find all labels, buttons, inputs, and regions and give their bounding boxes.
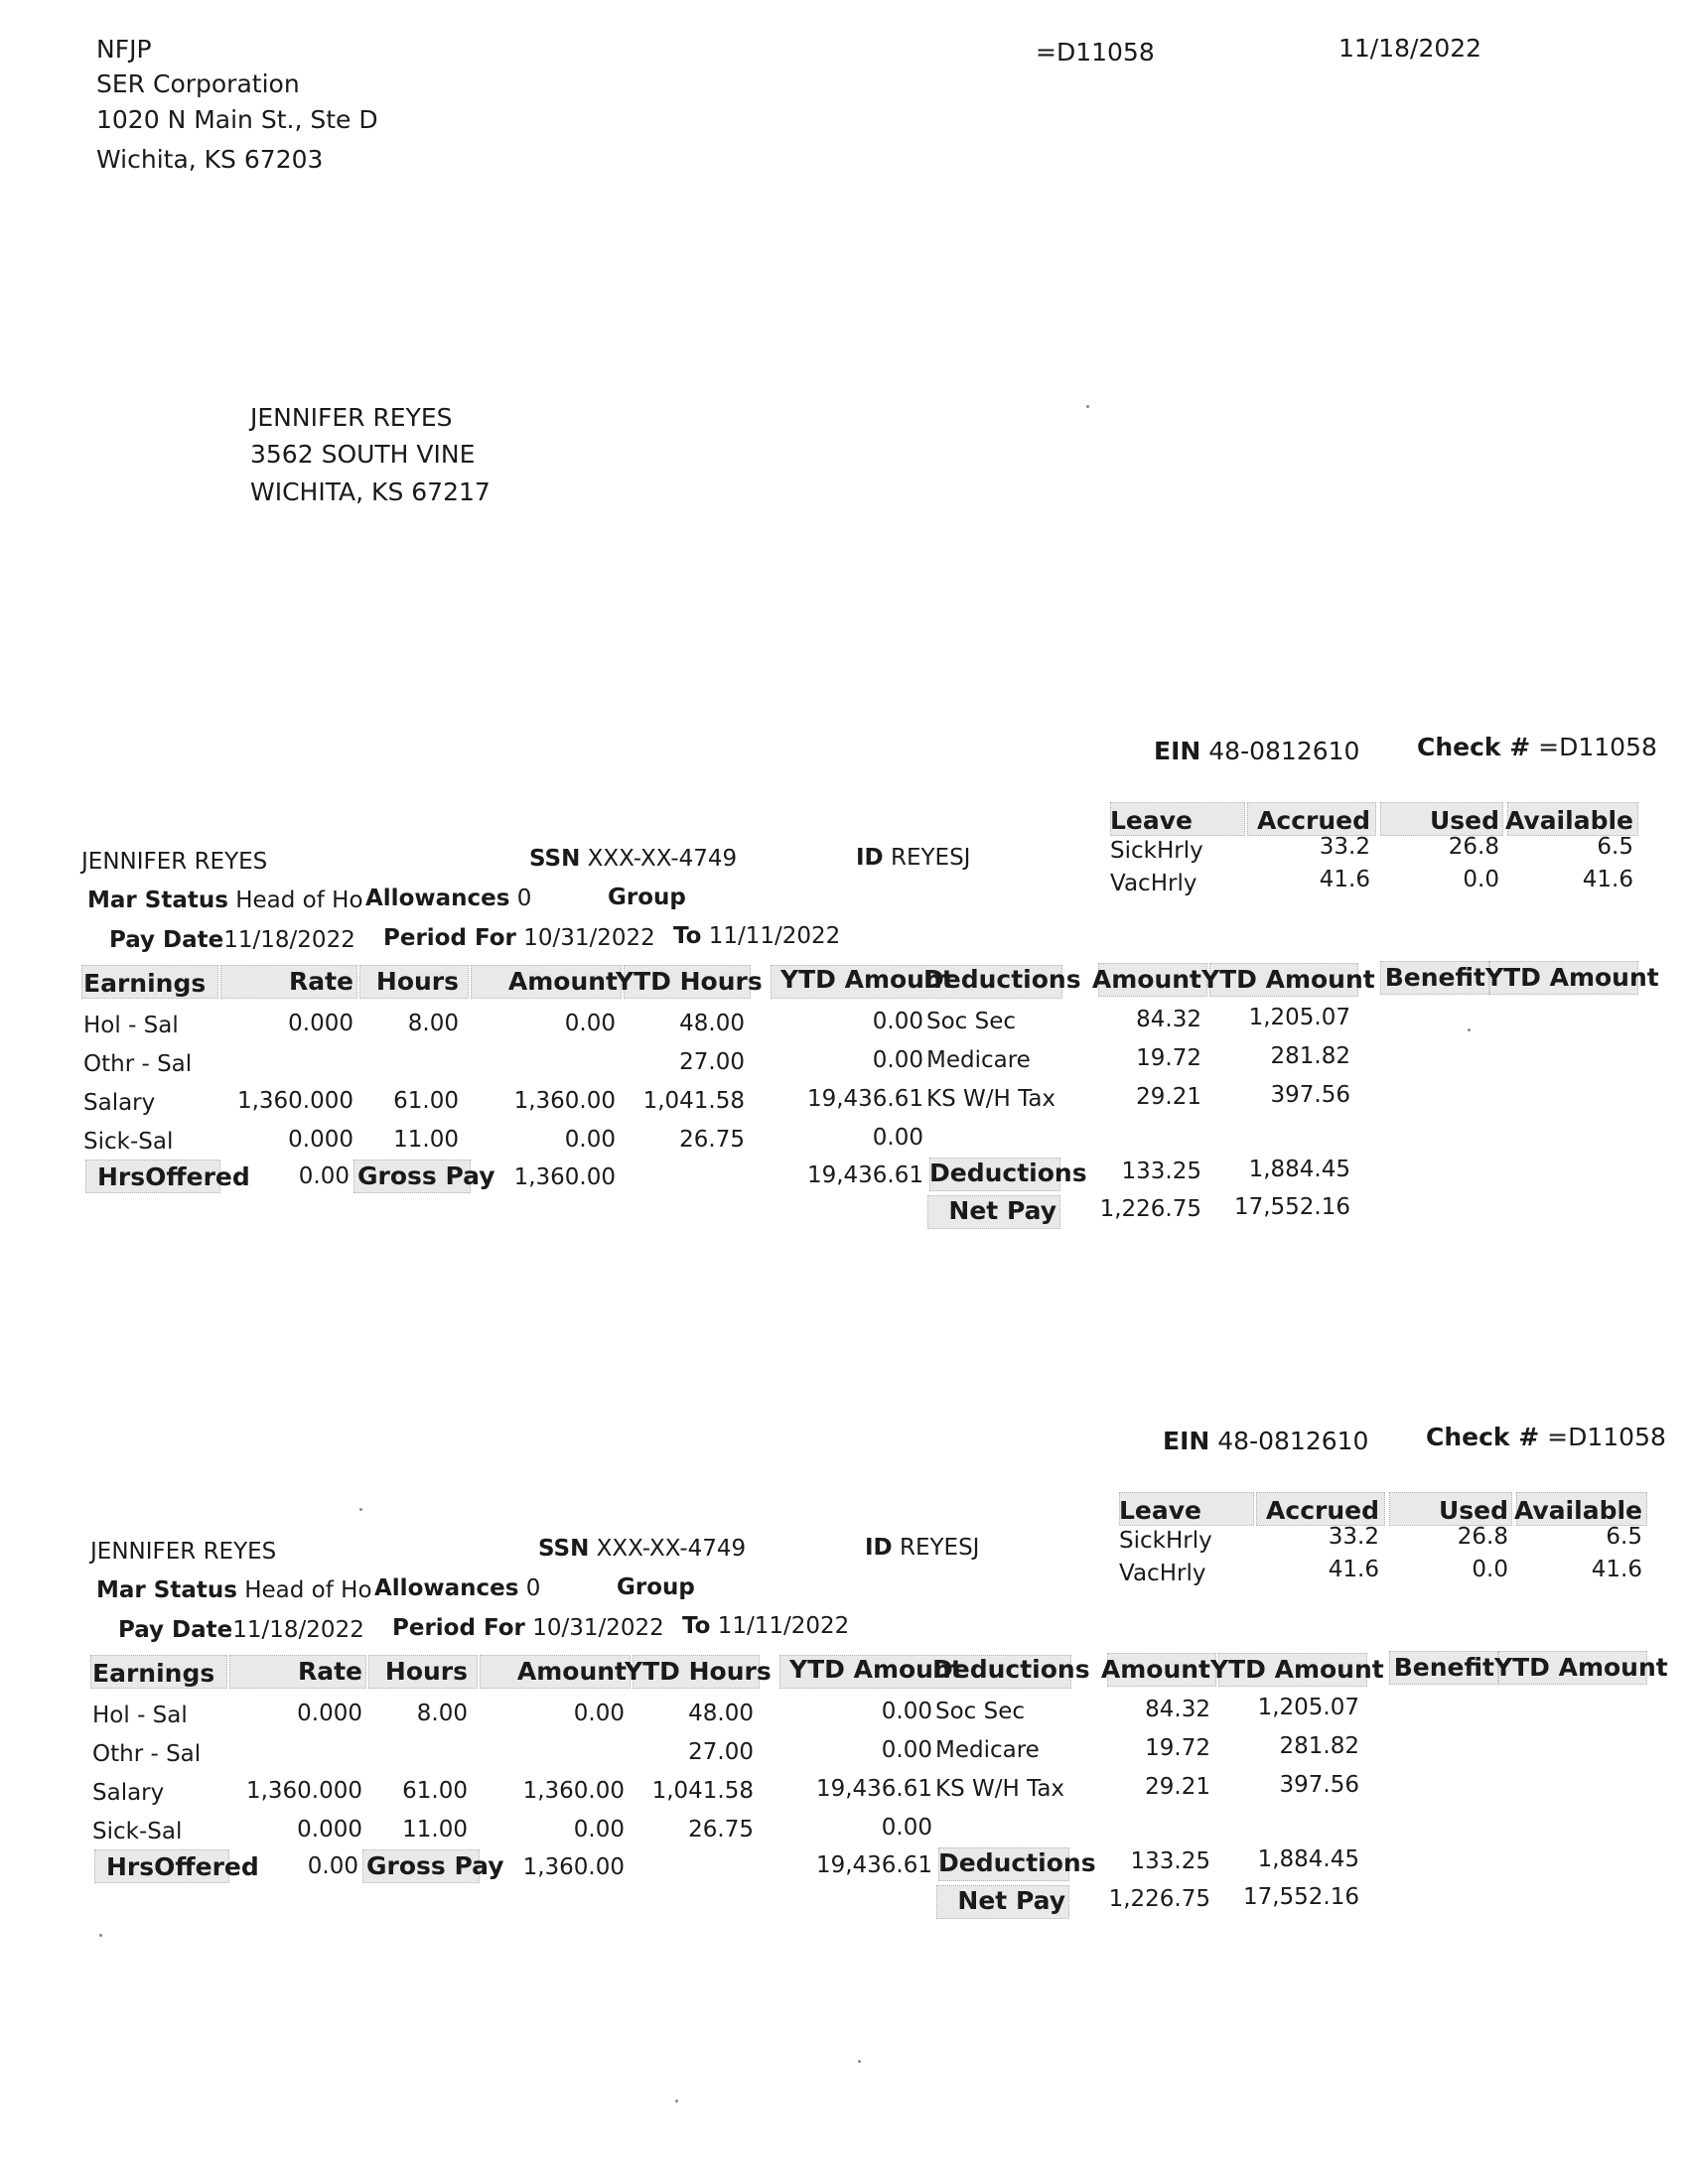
deduction-ytd-amount: 281.82	[1270, 1043, 1350, 1069]
ein-row	[1163, 1427, 1368, 1456]
earning-rate: 0.000	[297, 1701, 362, 1726]
mar-status-value: Head of Ho	[244, 1577, 372, 1603]
ded-ytd-amount-header: YTD Amount	[1201, 965, 1375, 994]
earning-name: Othr - Sal	[92, 1741, 202, 1767]
earnings-header: Earnings	[83, 969, 207, 998]
check-number-label: Check #	[1426, 1423, 1540, 1451]
benefit-header: Benefit	[1393, 1653, 1494, 1682]
employee-name: JENNIFER REYES	[90, 1539, 277, 1565]
earning-ytd-hours: 26.75	[679, 1127, 745, 1153]
earning-hours: 61.00	[402, 1778, 468, 1804]
period-for-label: Period For	[392, 1615, 525, 1641]
deduction-name: Soc Sec	[926, 1009, 1017, 1034]
mar-status-row	[96, 1575, 372, 1605]
earning-ytd-amount: 0.00	[872, 1009, 923, 1034]
deduction-ytd-amount: 397.56	[1270, 1082, 1350, 1108]
id-value: REYESJ	[890, 845, 971, 871]
gross-pay-value: 1,360.00	[522, 1854, 625, 1880]
period-to-label: To	[673, 923, 702, 949]
scan-speck	[1086, 405, 1089, 408]
deduction-ytd-amount: 397.56	[1279, 1772, 1359, 1798]
allowances-value: 0	[516, 886, 532, 911]
earning-ytd-hours: 48.00	[688, 1701, 754, 1726]
net-pay-label: Net Pay	[948, 1196, 1056, 1225]
accrued-header: Accrued	[1266, 1496, 1379, 1525]
period-from-value: 10/31/2022	[532, 1615, 664, 1641]
ded-amount-header: Amount	[1091, 965, 1201, 994]
ytd-amount-header: YTD Amount	[780, 965, 954, 994]
check-number-value: =D11058	[1538, 733, 1657, 761]
recipient-address-line1: 3562 SOUTH VINE	[250, 440, 476, 469]
earning-ytd-amount: 0.00	[881, 1737, 932, 1763]
used-header: Used	[1429, 806, 1499, 835]
company-address-line1: 1020 N Main St., Ste D	[96, 105, 378, 134]
available-header: Available	[1504, 806, 1633, 835]
earning-rate: 1,360.000	[245, 1778, 362, 1804]
accrued-header: Accrued	[1257, 806, 1370, 835]
employee-name: JENNIFER REYES	[81, 849, 268, 875]
scan-speck	[675, 2100, 678, 2103]
deductions-ytd: 1,884.45	[1257, 1846, 1359, 1872]
benefit-header: Benefit	[1384, 963, 1485, 992]
gross-pay-ytd: 19,436.61	[806, 1162, 923, 1188]
earning-ytd-amount: 19,436.61	[806, 1086, 923, 1112]
earning-ytd-amount: 19,436.61	[815, 1776, 932, 1802]
deduction-amount: 19.72	[1145, 1735, 1210, 1761]
ssn-label: SSN	[538, 1536, 590, 1562]
check-date: 11/18/2022	[1338, 34, 1482, 63]
rate-header: Rate	[297, 1657, 362, 1686]
earning-hours: 11.00	[393, 1127, 459, 1153]
earning-ytd-amount: 0.00	[881, 1699, 932, 1724]
deductions-header: Deductions	[923, 965, 1081, 994]
ssn-row	[538, 1534, 746, 1564]
earning-hours: 11.00	[402, 1817, 468, 1843]
leave-used-sick: 26.8	[1448, 834, 1499, 860]
ytd-hours-header: YTD Hours	[616, 967, 763, 996]
ein-label: EIN	[1154, 737, 1201, 765]
earning-amount: 1,360.00	[513, 1088, 616, 1114]
allowances-row	[374, 1573, 540, 1603]
used-header: Used	[1438, 1496, 1508, 1525]
deductions-total-label: Deductions	[938, 1848, 1096, 1877]
pay-date-row	[118, 1615, 364, 1645]
check-number-row	[1426, 1423, 1666, 1452]
id-label: ID	[856, 845, 884, 871]
earning-hours: 8.00	[416, 1701, 468, 1726]
earning-hours: 8.00	[407, 1011, 459, 1036]
net-pay-value: 1,226.75	[1108, 1886, 1210, 1912]
id-value: REYESJ	[899, 1535, 980, 1561]
check-reference: =D11058	[1036, 38, 1155, 67]
earning-ytd-hours: 27.00	[679, 1049, 745, 1075]
earning-name: Hol - Sal	[83, 1013, 179, 1038]
ein-row	[1154, 737, 1359, 766]
earnings-header: Earnings	[92, 1659, 215, 1688]
leave-type-sick: SickHrly	[1110, 838, 1203, 864]
pay-date-value: 11/18/2022	[223, 927, 355, 953]
net-pay-value: 1,226.75	[1099, 1196, 1201, 1222]
deductions-total: 133.25	[1121, 1159, 1201, 1184]
leave-available-vac: 41.6	[1591, 1557, 1642, 1582]
leave-used-vac: 0.0	[1472, 1557, 1508, 1582]
earning-rate: 0.000	[297, 1817, 362, 1843]
leave-available-sick: 6.5	[1597, 834, 1633, 860]
net-pay-ytd: 17,552.16	[1242, 1884, 1359, 1910]
period-to-row	[682, 1611, 849, 1641]
earning-ytd-hours: 1,041.58	[651, 1778, 754, 1804]
scan-speck	[1468, 1028, 1471, 1031]
hrs-offered-label: HrsOffered	[97, 1162, 250, 1191]
group-label: Group	[617, 1574, 695, 1600]
earning-name: Salary	[83, 1090, 156, 1116]
pay-stub-2	[9, 1405, 1688, 2119]
leave-available-vac: 41.6	[1582, 867, 1633, 892]
earning-ytd-hours: 48.00	[679, 1011, 745, 1036]
pay-date-label: Pay Date	[109, 927, 224, 953]
mar-status-label: Mar Status	[96, 1577, 237, 1603]
gross-pay-value: 1,360.00	[513, 1164, 616, 1190]
earning-amount: 0.00	[573, 1817, 625, 1843]
benefit-ytd-amount-header: YTD Amount	[1485, 963, 1659, 992]
period-for-row	[383, 923, 655, 953]
leave-used-sick: 26.8	[1457, 1524, 1508, 1550]
group-label: Group	[608, 885, 686, 910]
gross-pay-label: Gross Pay	[366, 1851, 504, 1880]
ein-value: 48-0812610	[1208, 737, 1360, 765]
amount-header: Amount	[516, 1657, 627, 1686]
earning-amount: 0.00	[564, 1127, 616, 1153]
deduction-amount: 29.21	[1136, 1084, 1201, 1110]
earning-amount: 0.00	[573, 1701, 625, 1726]
benefit-ytd-amount-header: YTD Amount	[1494, 1653, 1668, 1682]
period-to-row	[673, 921, 840, 951]
earning-name: Hol - Sal	[92, 1703, 188, 1728]
period-to-label: To	[682, 1613, 711, 1639]
leave-type-vac: VacHrly	[1119, 1561, 1206, 1586]
earning-name: Sick-Sal	[83, 1129, 174, 1155]
pay-stub-1	[0, 715, 1688, 1430]
deduction-amount: 84.32	[1145, 1697, 1210, 1722]
mar-status-row	[87, 886, 363, 915]
earning-ytd-hours: 27.00	[688, 1739, 754, 1765]
leave-accrued-sick: 33.2	[1328, 1524, 1379, 1550]
earning-name: Othr - Sal	[83, 1051, 193, 1077]
deduction-ytd-amount: 1,205.07	[1257, 1695, 1359, 1720]
leave-available-sick: 6.5	[1606, 1524, 1642, 1550]
leave-header: Leave	[1110, 806, 1194, 835]
ssn-value: XXX-XX-4749	[587, 846, 738, 872]
company-code: NFJP	[96, 35, 152, 64]
amount-header: Amount	[507, 967, 618, 996]
pay-date-row	[109, 925, 355, 955]
available-header: Available	[1513, 1496, 1642, 1525]
earning-rate: 1,360.000	[236, 1088, 353, 1114]
deduction-ytd-amount: 281.82	[1279, 1733, 1359, 1759]
ein-value: 48-0812610	[1217, 1427, 1369, 1455]
deduction-name: KS W/H Tax	[935, 1776, 1065, 1802]
id-label: ID	[865, 1535, 893, 1561]
earning-rate: 0.000	[288, 1011, 353, 1036]
company-address-line2: Wichita, KS 67203	[96, 145, 324, 174]
check-number-value: =D11058	[1547, 1423, 1666, 1451]
earning-ytd-amount: 0.00	[872, 1047, 923, 1073]
mar-status-label: Mar Status	[87, 887, 228, 913]
ssn-value: XXX-XX-4749	[596, 1536, 747, 1562]
scan-speck	[99, 1934, 102, 1937]
earning-amount: 1,360.00	[522, 1778, 625, 1804]
deductions-total-label: Deductions	[929, 1159, 1087, 1187]
earning-ytd-amount: 0.00	[881, 1815, 932, 1841]
ein-label: EIN	[1163, 1427, 1210, 1455]
deduction-name: Soc Sec	[935, 1699, 1026, 1724]
earning-ytd-hours: 1,041.58	[642, 1088, 745, 1114]
hrs-offered-value: 0.00	[307, 1853, 358, 1879]
pay-date-value: 11/18/2022	[232, 1617, 364, 1643]
hrs-offered-label: HrsOffered	[106, 1852, 259, 1881]
deductions-ytd: 1,884.45	[1248, 1157, 1350, 1182]
leave-accrued-sick: 33.2	[1319, 834, 1370, 860]
rate-header: Rate	[288, 967, 353, 996]
id-row	[865, 1533, 979, 1563]
earning-ytd-amount: 0.00	[872, 1125, 923, 1151]
ssn-label: SSN	[529, 846, 581, 872]
period-to-value: 11/11/2022	[717, 1613, 850, 1639]
pay-date-label: Pay Date	[118, 1617, 233, 1643]
deductions-header: Deductions	[932, 1655, 1090, 1684]
period-to-value: 11/11/2022	[708, 923, 841, 949]
earning-ytd-hours: 26.75	[688, 1817, 754, 1843]
deduction-ytd-amount: 1,205.07	[1248, 1005, 1350, 1030]
leave-accrued-vac: 41.6	[1319, 867, 1370, 892]
deduction-amount: 84.32	[1136, 1007, 1201, 1032]
gross-pay-ytd: 19,436.61	[815, 1852, 932, 1878]
check-number-label: Check #	[1417, 733, 1531, 761]
earning-name: Salary	[92, 1780, 165, 1806]
net-pay-ytd: 17,552.16	[1233, 1194, 1350, 1220]
scan-speck	[858, 2060, 861, 2063]
deduction-name: Medicare	[926, 1047, 1031, 1073]
deduction-name: KS W/H Tax	[926, 1086, 1056, 1112]
company-name: SER Corporation	[96, 69, 300, 98]
period-for-row	[392, 1613, 664, 1643]
hrs-offered-value: 0.00	[298, 1163, 350, 1189]
recipient-address-line2: WICHITA, KS 67217	[250, 478, 491, 506]
recipient-name: JENNIFER REYES	[250, 403, 453, 432]
scan-speck	[359, 1508, 362, 1511]
ded-ytd-amount-header: YTD Amount	[1210, 1655, 1384, 1684]
hours-header: Hours	[375, 967, 459, 996]
mar-status-value: Head of Ho	[235, 887, 363, 913]
hours-header: Hours	[384, 1657, 468, 1686]
earning-amount: 0.00	[564, 1011, 616, 1036]
ssn-row	[529, 844, 737, 874]
allowances-label: Allowances	[374, 1575, 519, 1601]
ded-amount-header: Amount	[1100, 1655, 1210, 1684]
net-pay-label: Net Pay	[957, 1886, 1065, 1915]
ytd-amount-header: YTD Amount	[789, 1655, 963, 1684]
earning-hours: 61.00	[393, 1088, 459, 1114]
leave-used-vac: 0.0	[1463, 867, 1499, 892]
check-number-row	[1417, 733, 1657, 762]
earning-rate: 0.000	[288, 1127, 353, 1153]
earning-name: Sick-Sal	[92, 1819, 183, 1844]
period-for-label: Period For	[383, 925, 516, 951]
ytd-hours-header: YTD Hours	[625, 1657, 772, 1686]
leave-accrued-vac: 41.6	[1328, 1557, 1379, 1582]
deduction-amount: 19.72	[1136, 1045, 1201, 1071]
period-from-value: 10/31/2022	[523, 925, 655, 951]
allowances-value: 0	[525, 1575, 541, 1601]
allowances-row	[365, 884, 531, 913]
deduction-amount: 29.21	[1145, 1774, 1210, 1800]
leave-type-sick: SickHrly	[1119, 1528, 1212, 1554]
leave-type-vac: VacHrly	[1110, 871, 1197, 896]
deduction-name: Medicare	[935, 1737, 1040, 1763]
gross-pay-label: Gross Pay	[357, 1161, 495, 1190]
deductions-total: 133.25	[1130, 1848, 1210, 1874]
leave-header: Leave	[1119, 1496, 1202, 1525]
allowances-label: Allowances	[365, 886, 510, 911]
id-row	[856, 843, 970, 873]
